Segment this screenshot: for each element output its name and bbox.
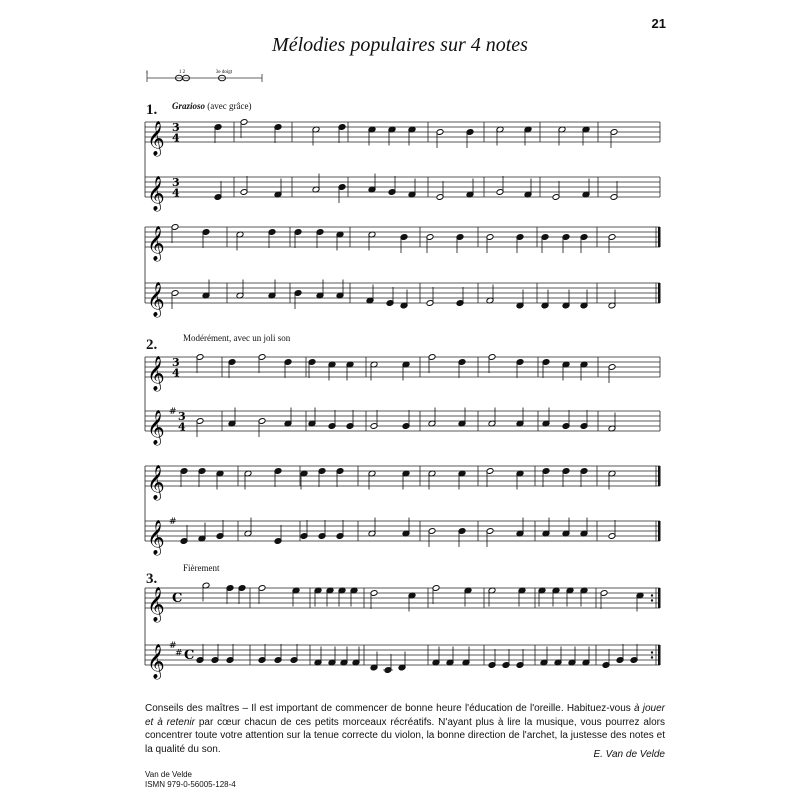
svg-text:1 2: 1 2: [178, 70, 186, 75]
advice-heading: Conseils des maîtres: [145, 703, 240, 714]
advice-text: – Il est important de commencer de bonne heure l'éducation de l'oreille. Habituez-vous: [239, 703, 634, 714]
time-signature: C: [184, 648, 195, 663]
repeat-dot: [651, 656, 653, 658]
time-signature: 3: [172, 356, 180, 369]
sharp-key-signature: #: [175, 648, 183, 659]
treble-clef: 𝄞: [147, 644, 165, 679]
time-signature: 3: [172, 176, 180, 189]
time-signature: 4: [172, 131, 180, 145]
time-signature: C: [172, 591, 183, 606]
tempo-marking: Fièrement: [183, 563, 220, 573]
repeat-dot: [651, 651, 653, 653]
final-bar-line: [658, 227, 661, 247]
isbn-line: ISMN 979-0-56005-128-4: [145, 780, 236, 789]
treble-clef: 𝄞: [147, 226, 165, 261]
treble-clef: 𝄞: [147, 176, 165, 211]
svg-text:3e doigt: 3e doigt: [215, 70, 233, 75]
final-bar-line: [658, 521, 661, 541]
piece-number: 2.: [146, 337, 158, 353]
treble-clef: 𝄞: [147, 356, 165, 391]
advice-paragraph: [145, 702, 665, 756]
treble-clef: 𝄞: [147, 587, 165, 622]
time-signature: 3: [178, 410, 186, 423]
repeat-dot: [651, 599, 653, 601]
page-title: Mélodies populaires sur 4 notes: [272, 34, 528, 56]
treble-clef: 𝄞: [147, 410, 165, 445]
sharp-key-signature: #: [169, 517, 177, 527]
treble-clef: 𝄞: [147, 520, 165, 555]
advice-text: par cœur chacun de ces petits morceaux récréatifs. N'ayant plus à lire la musique, vous pourrez alors concentrer toute votre attention sur la tenue correcte du violon, la bonne direction de l'archet, la justesse des notes et la qualité du son.: [145, 716, 665, 755]
time-signature: 4: [172, 366, 180, 380]
author-signature: E. Van de Velde: [593, 749, 665, 760]
tempo-main: Grazioso: [172, 101, 206, 111]
final-bar-line: [658, 588, 661, 608]
time-signature: 3: [172, 121, 180, 134]
piece-number: 3.: [146, 571, 158, 587]
piece-number: 1.: [146, 102, 158, 118]
publisher-info: [145, 770, 236, 790]
advice-emphasis: à jouer et à retenir: [145, 703, 666, 728]
time-signature: 4: [178, 420, 186, 434]
time-signature: 4: [172, 186, 180, 200]
tempo-note: (avec grâce): [207, 101, 252, 111]
sharp-key-signature: #: [169, 641, 177, 651]
sharp-key-signature: #: [169, 407, 177, 417]
publisher-name: Van de Velde: [145, 770, 193, 779]
treble-clef: 𝄞: [147, 465, 165, 500]
final-bar-line: [658, 466, 661, 486]
tempo-marking: Modérément, avec un joli son: [183, 333, 291, 343]
svg-text:0: 0: [145, 71, 149, 76]
treble-clef: 𝄞: [147, 121, 165, 156]
final-bar-line: [658, 645, 661, 665]
page-number: 21: [651, 16, 666, 31]
final-bar-line: [658, 283, 661, 303]
repeat-dot: [651, 594, 653, 596]
treble-clef: 𝄞: [147, 282, 165, 317]
